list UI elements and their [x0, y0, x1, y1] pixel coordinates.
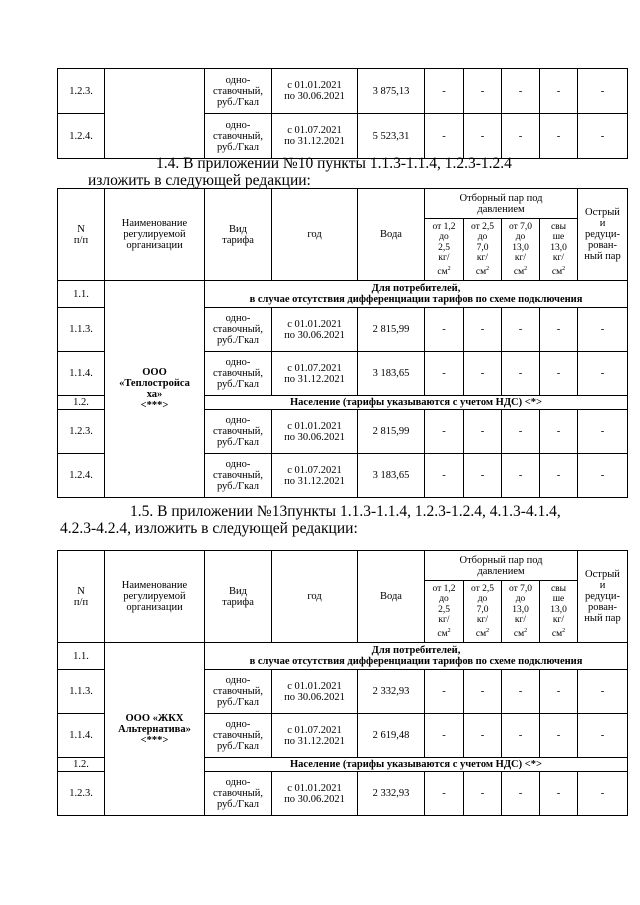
value-cell: - [464, 410, 502, 454]
value-cell: - [540, 114, 578, 159]
value-cell: - [464, 670, 502, 714]
header-org: Наименование регулируемой организации [105, 551, 205, 643]
water-value: 3 183,65 [358, 352, 425, 396]
group-row [58, 643, 628, 670]
value-cell: - [578, 410, 628, 454]
value-cell: - [425, 454, 464, 498]
header-org: Наименование регулируемой организации [105, 189, 205, 281]
value-cell: - [502, 308, 540, 352]
header-pressure-4: свы ше 13,0 кг/ $см^2$ [540, 219, 578, 281]
water-value: 2 619,48 [358, 714, 425, 758]
group-number: 1.2. [58, 758, 105, 772]
value-cell: - [578, 114, 628, 159]
row-number: 1.2.4. [58, 114, 105, 159]
value-cell: - [425, 670, 464, 714]
water-value: 2 332,93 [358, 772, 425, 816]
header-num: N п/п [58, 551, 105, 643]
group-number: 1.1. [58, 643, 105, 670]
value-cell: - [425, 69, 464, 114]
value-cell: - [540, 714, 578, 758]
value-cell: - [464, 308, 502, 352]
tariff-type: одно- ставочный, руб./Гкал [205, 352, 272, 396]
header-water: Вода [358, 189, 425, 281]
value-cell: - [540, 772, 578, 816]
value-cell: - [464, 114, 502, 159]
value-cell: - [502, 670, 540, 714]
header-row [58, 189, 628, 219]
value-cell: - [464, 714, 502, 758]
tariff-type: одно- ставочный, руб./Гкал [205, 714, 272, 758]
header-pressure-2: от 2,5 до 7,0 кг/ $см^2$ [464, 219, 502, 281]
value-cell: - [540, 308, 578, 352]
header-row [58, 551, 628, 581]
period: с 01.07.2021 по 31.12.2021 [272, 114, 358, 159]
group-label: Население (тарифы указываются с учетом НДС) <*> [205, 758, 628, 772]
water-value: 3 875,13 [358, 69, 425, 114]
header-sharp-steam: Острый и редуци- рован- ный пар [578, 189, 628, 281]
value-cell: - [540, 454, 578, 498]
tariff-type: одно- ставочный, руб./Гкал [205, 308, 272, 352]
tariff-type: одно- ставочный, руб./Гкал [205, 410, 272, 454]
header-steam: Отборный пар под давлением [425, 551, 578, 581]
group-number: 1.1. [58, 281, 105, 308]
row-number: 1.1.3. [58, 308, 105, 352]
period: с 01.01.2021 по 30.06.2021 [272, 772, 358, 816]
header-pressure-3: от 7,0 до 13,0 кг/ $см^2$ [502, 581, 540, 643]
value-cell: - [502, 772, 540, 816]
header-tariff: Вид тарифа [205, 551, 272, 643]
value-cell: - [540, 69, 578, 114]
tariff-type: одно- ставочный, руб./Гкал [205, 670, 272, 714]
period: с 01.07.2021 по 31.12.2021 [272, 454, 358, 498]
value-cell: - [502, 410, 540, 454]
header-pressure-1: от 1,2 до 2,5 кг/ $см^2$ [425, 581, 464, 643]
value-cell: - [425, 410, 464, 454]
value-cell: - [425, 714, 464, 758]
paragraph-1-5: 1.5. В приложении №13пункты 1.1.3-1.1.4, 1.2.3-1.2.4, 4.1.3-4.1.4, 4.2.3-4.2.4, изложить в следующей редакции: [60, 503, 561, 537]
value-cell: - [425, 308, 464, 352]
header-sharp-steam: Острый и редуци- рован- ный пар [578, 551, 628, 643]
tariff-table-zhkkh-alternativa [57, 550, 628, 816]
water-value: 3 183,65 [358, 454, 425, 498]
value-cell: - [502, 69, 540, 114]
header-pressure-2: от 2,5 до 7,0 кг/ $см^2$ [464, 581, 502, 643]
value-cell: - [425, 114, 464, 159]
row-number: 1.1.4. [58, 714, 105, 758]
value-cell: - [578, 308, 628, 352]
row-number: 1.2.3. [58, 69, 105, 114]
water-value: 2 815,99 [358, 308, 425, 352]
row-number: 1.1.4. [58, 352, 105, 396]
row-number: 1.2.4. [58, 454, 105, 498]
row-number: 1.2.3. [58, 772, 105, 816]
table-row [58, 69, 628, 114]
value-cell: - [502, 454, 540, 498]
value-cell: - [502, 714, 540, 758]
paragraph-1-4: 1.4. В приложении №10 пункты 1.1.3-1.1.4, 1.2.3-1.2.4 изложить в следующей редакции: [88, 155, 512, 189]
tariff-type: одно- ставочный, руб./Гкал [205, 114, 272, 159]
org-name: ООО «ЖКХ Альтернатива» <***> [105, 643, 205, 816]
value-cell: - [425, 772, 464, 816]
header-steam: Отборный пар под давлением [425, 189, 578, 219]
period: с 01.07.2021 по 31.12.2021 [272, 714, 358, 758]
period: с 01.01.2021 по 30.06.2021 [272, 308, 358, 352]
tariff-table-teplostroysakha [57, 188, 628, 498]
period: с 01.01.2021 по 30.06.2021 [272, 410, 358, 454]
value-cell: - [540, 410, 578, 454]
period: с 01.07.2021 по 31.12.2021 [272, 352, 358, 396]
value-cell: - [464, 454, 502, 498]
header-year: год [272, 189, 358, 281]
value-cell: - [540, 352, 578, 396]
header-num: N п/п [58, 189, 105, 281]
row-number: 1.1.3. [58, 670, 105, 714]
tariff-type: одно- ставочный, руб./Гкал [205, 772, 272, 816]
group-label: Для потребителей, в случае отсутствия дифференциации тарифов по схеме подключения [205, 643, 628, 670]
water-value: 2 815,99 [358, 410, 425, 454]
org-name: ООО «Теплостройса ха» <***> [105, 281, 205, 498]
header-pressure-1: от 1,2 до 2,5 кг/ $см^2$ [425, 219, 464, 281]
value-cell: - [540, 670, 578, 714]
group-label: Для потребителей, в случае отсутствия дифференциации тарифов по схеме подключения [205, 281, 628, 308]
value-cell: - [425, 352, 464, 396]
value-cell: - [578, 352, 628, 396]
row-number: 1.2.3. [58, 410, 105, 454]
period: с 01.01.2021 по 30.06.2021 [272, 670, 358, 714]
header-water: Вода [358, 551, 425, 643]
tariff-type: одно- ставочный, руб./Гкал [205, 454, 272, 498]
header-pressure-3: от 7,0 до 13,0 кг/ $см^2$ [502, 219, 540, 281]
water-value: 2 332,93 [358, 670, 425, 714]
water-value: 5 523,31 [358, 114, 425, 159]
header-pressure-4: свы ше 13,0 кг/ $см^2$ [540, 581, 578, 643]
value-cell: - [578, 454, 628, 498]
group-number: 1.2. [58, 396, 105, 410]
tariff-table-continuation [57, 68, 628, 159]
value-cell: - [578, 772, 628, 816]
period: с 01.01.2021 по 30.06.2021 [272, 69, 358, 114]
group-label: Население (тарифы указываются с учетом НДС) <*> [205, 396, 628, 410]
value-cell: - [578, 670, 628, 714]
tariff-type: одно- ставочный, руб./Гкал [205, 69, 272, 114]
value-cell: - [502, 352, 540, 396]
value-cell: - [464, 69, 502, 114]
value-cell: - [464, 772, 502, 816]
value-cell: - [464, 352, 502, 396]
header-tariff: Вид тарифа [205, 189, 272, 281]
value-cell: - [502, 114, 540, 159]
value-cell: - [578, 714, 628, 758]
header-year: год [272, 551, 358, 643]
org-cell [105, 69, 205, 159]
value-cell: - [578, 69, 628, 114]
group-row [58, 281, 628, 308]
